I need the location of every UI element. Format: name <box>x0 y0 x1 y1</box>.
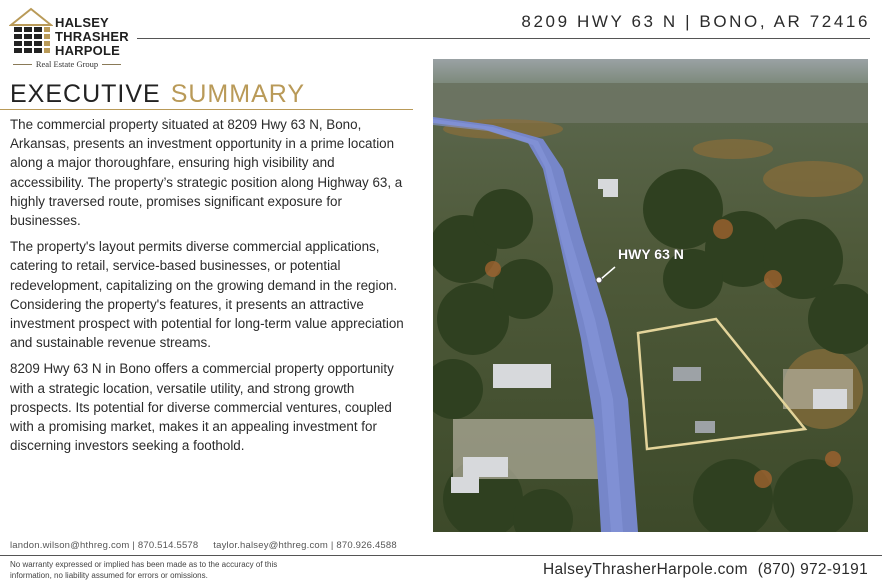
summary-paragraph-2: The property's layout permits diverse commercial applications, catering to retail, service-based businesses, or potential redevelopment, capitalizing on the growing demand in the region. Considering the property's features, it presents an attractive investment prospect with potential for long-term value appreciation and sustainable revenue streams. <box>10 239 404 351</box>
logo-line-3: HARPOLE <box>55 43 120 58</box>
building-grid-logo-icon <box>9 7 53 59</box>
section-title-word-2: SUMMARY <box>170 80 306 108</box>
logo-line-2: THRASHER <box>55 29 129 44</box>
tagline-text: Real Estate Group <box>35 59 99 69</box>
company-logo <box>9 7 129 69</box>
section-title <box>10 80 305 109</box>
road-label: HWY 63 N <box>618 246 684 262</box>
contact-taylor-halsey[interactable]: taylor.halsey@hthreg.com | 870.926.4588 <box>213 540 397 551</box>
logo-tagline <box>13 59 121 69</box>
section-title-word-1: EXECUTIVE <box>10 80 161 108</box>
agent-contacts <box>10 540 409 551</box>
title-underline <box>0 109 413 110</box>
contact-landon-wilson[interactable]: landon.wilson@hthreg.com | 870.514.5578 <box>10 540 199 551</box>
office-phone[interactable]: (870) 972-9191 <box>757 561 868 578</box>
website-link[interactable]: HalseyThrasherHarpole.com <box>543 561 748 578</box>
logo-line-1: HALSEY <box>55 15 109 30</box>
logo-wordmark <box>55 16 129 58</box>
footer-contact <box>543 561 868 579</box>
aerial-photo-illustration <box>433 59 868 532</box>
summary-body <box>10 115 405 462</box>
property-address: 8209 HWY 63 N | BONO, AR 72416 <box>521 12 870 31</box>
aerial-property-photo <box>433 59 868 532</box>
footer-divider <box>0 555 882 556</box>
summary-paragraph-1: The commercial property situated at 8209 Hwy 63 N, Bono, Arkansas, presents an investment opportunity in a prime location along a major thoroughfare, ensuring high visibility and accessibility. The property’s strategic position along Highway 63, a highly traversed route, promises significant exposure for businesses. <box>10 117 403 229</box>
header-divider <box>137 38 870 39</box>
tagline-rule-left <box>13 64 32 65</box>
legal-disclaimer: No warranty expressed or implied has been made as to the accuracy of this information, no liability assumed for errors or omissions. <box>10 560 278 580</box>
summary-paragraph-3: 8209 Hwy 63 N in Bono offers a commercial property opportunity with a strategic location, versatile utility, and strong growth prospects. Its potential for diverse commercial ventures, coupled with a promising market, makes it an appealing investment for discerning investors seeking a foothold. <box>10 361 394 454</box>
tagline-rule-right <box>102 64 121 65</box>
